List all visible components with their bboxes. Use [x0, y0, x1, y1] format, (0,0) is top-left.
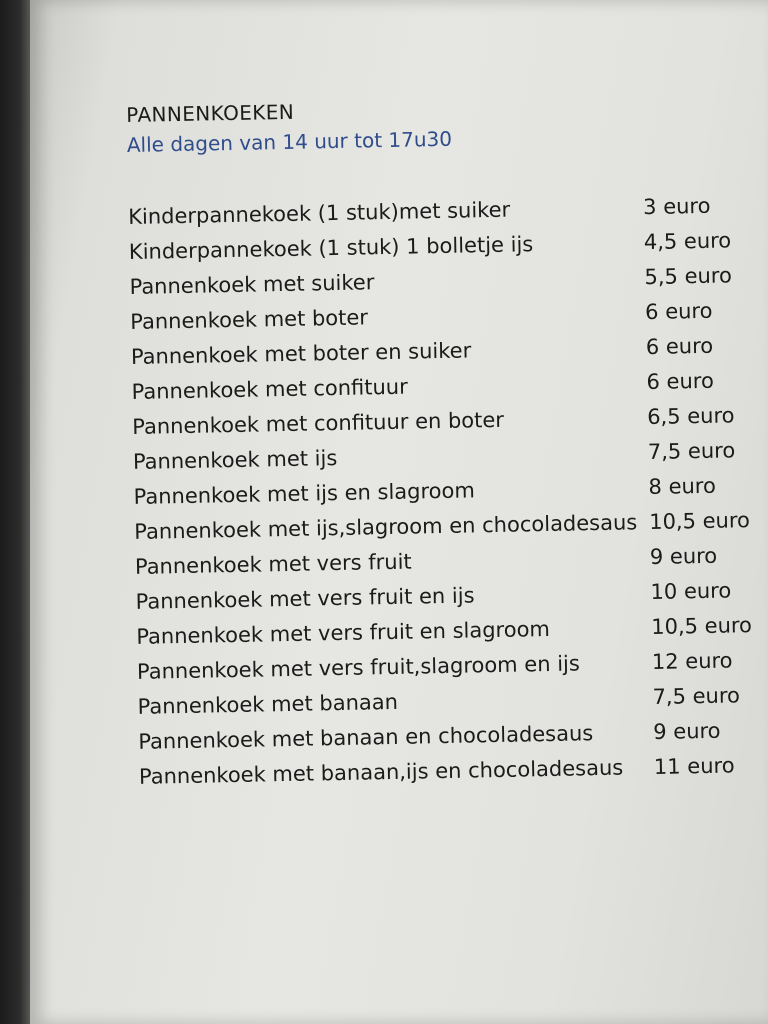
item-name: Pannenkoek met confituur — [131, 374, 408, 404]
item-price: 9 euro — [649, 543, 718, 570]
menu-list — [128, 188, 768, 795]
item-name: Pannenkoek met vers fruit — [134, 549, 412, 579]
item-price: 7,5 euro — [647, 438, 736, 465]
item-name: Pannenkoek met ijs,slagroom en chocoladesaus — [134, 510, 638, 544]
item-name: Pannenkoek met ijs en slagroom — [133, 478, 476, 509]
item-name: Pannenkoek met boter — [130, 305, 369, 334]
item-price: 9 euro — [652, 718, 721, 744]
item-name: Pannenkoek met confituur en boter — [132, 407, 505, 439]
item-price: 6 euro — [645, 333, 714, 360]
item-name: Pannenkoek met vers fruit en slagroom — [136, 616, 551, 649]
item-price: 7,5 euro — [652, 683, 741, 709]
item-price: 4,5 euro — [643, 228, 732, 255]
item-name: Pannenkoek met suiker — [129, 270, 375, 299]
item-price: 3 euro — [642, 193, 711, 220]
item-name: Pannenkoek met banaan en chocoladesaus — [138, 721, 594, 754]
item-price: 12 euro — [651, 648, 733, 675]
item-name: Kinderpannekoek (1 stuk)met suiker — [128, 197, 511, 229]
item-name: Pannenkoek met banaan,ijs en chocoladesaus — [138, 755, 624, 789]
menu-hours: Alle dagen van 14 uur tot 17u30 — [126, 126, 453, 157]
item-name: Pannenkoek met vers fruit,slagroom en ijs — [136, 651, 581, 684]
item-name: Pannenkoek met vers fruit en ijs — [135, 583, 475, 614]
item-price: 8 euro — [648, 473, 717, 500]
item-name: Pannenkoek met boter en suiker — [130, 338, 472, 369]
item-name: Kinderpannekoek (1 stuk) 1 bolletje ijs — [128, 232, 534, 264]
item-price: 6 euro — [646, 368, 715, 395]
item-price: 5,5 euro — [644, 263, 733, 290]
menu-content — [126, 88, 768, 795]
item-price: 6 euro — [644, 298, 713, 325]
item-name: Pannenkoek met ijs — [132, 446, 338, 474]
item-price: 10 euro — [650, 578, 732, 605]
item-name: Pannenkoek met banaan — [137, 689, 399, 719]
item-price: 11 euro — [653, 753, 735, 779]
menu-page — [30, 0, 768, 1024]
item-price: 10,5 euro — [650, 613, 753, 640]
item-price: 10,5 euro — [648, 508, 751, 535]
item-price: 6,5 euro — [646, 403, 735, 430]
menu-title: PANNENKOEKEN — [126, 99, 295, 127]
